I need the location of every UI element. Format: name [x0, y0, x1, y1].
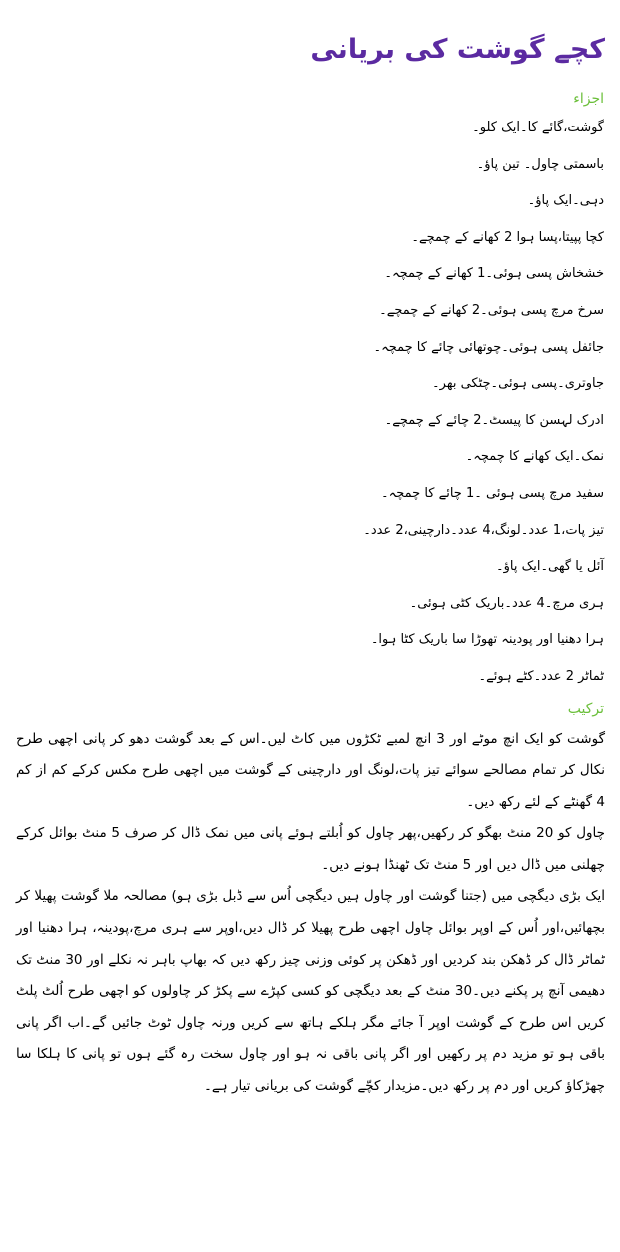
ingredient-item: خشخاش پسی ہوئی۔1 کھانے کے چمچہ۔	[384, 266, 604, 282]
ingredient-item: ٹماٹر 2 عدد۔کٹے ہوئے۔	[478, 668, 604, 684]
method-paragraph: ایک بڑی دیگچی میں (جتنا گوشت اور چاول ہیں دیگچی اُس سے ڈبل بڑی ہو) مصالحہ ملا گوشت پھیلا کر بچھائیں،اور اُس کے اوپر بوائل چاول اچھی طرح پھیلا کر ڈال دیں،اوپر سے ہری مرچ،پودینہ، ہرا دھنیا اور ٹماٹر ڈال کر ڈھکن بند کردیں اور ڈھکن پر کوئی وزنی چیز رکھ دیں کہ بھاپ باہر نہ نکلے اور 30 منٹ تک دھیمی آنچ پر پکنے دیں۔30 منٹ کے بعد دیگچی کو کسی کپڑے سے پکڑ کر چاولوں کو اچھی طرح اُلٹ پلٹ کریں اس طرح کے گوشت اوپر آ جائے مگر ہلکے ہاتھ سے کریں ورنہ چاول ٹوٹ جائیں گے۔اب اگر پانی باقی ہو تو مزید دم پر رکھیں اور اگر پانی باقی نہ ہو اور چاول سخت رہ گئے ہوں تو پانی کا ہلکا سا چھڑکاؤ کریں اور دم پر رکھ دیں۔مزیدار کچّے گوشت کی بریانی تیار ہے۔	[16, 888, 606, 1095]
method-paragraph: چاول کو 20 منٹ بھگو کر رکھیں،پھر چاول کو اُبلتے ہوئے پانی میں نمک ڈال کر صرف 5 منٹ بوائل کرکے چھلنی میں ڈال دیں اور 5 منٹ تک ٹھنڈا ہونے دیں۔	[16, 825, 605, 873]
method-paragraph: گوشت کو ایک انچ موٹے اور 3 انچ لمبے ٹکڑوں میں کاٹ لیں۔اس کے بعد گوشت دھو کر پانی اچھی طرح نکال کر تمام مصالحے سوائے تیز پات،لونگ اور دارچینی کے گوشت میں اچھی طرح مکس کرکے کم از کم 4 گھنٹے کے لئے رکھ دیں۔	[16, 730, 606, 810]
ingredient-item: سرخ مرچ پسی ہوئی۔2 کھانے کے چمچے۔	[379, 302, 604, 318]
ingredients-list	[12, 110, 608, 696]
ingredient-item: ادرک لہسن کا پیسٹ۔2 چائے کے چمچے۔	[384, 412, 604, 428]
ingredient-item: گوشت،گائے کا۔ایک کلو۔	[472, 120, 604, 135]
ingredient-item: سفید مرچ پسی ہوئی ۔1 چائے کا چمچہ۔	[381, 485, 604, 501]
ingredient-item: نمک۔ایک کھانے کا چمچہ۔	[465, 449, 604, 465]
ingredient-item: دہی۔ایک پاؤ۔	[527, 193, 604, 209]
ingredient-item: ہری مرچ۔4 عدد۔باریک کٹی ہوئی۔	[409, 595, 604, 611]
ingredient-item: آئل یا گھی۔ایک پاؤ۔	[495, 559, 604, 575]
ingredient-item: باسمتی چاول۔ تین پاؤ۔	[476, 156, 604, 172]
ingredient-item: ہرا دھنیا اور پودینہ تھوڑا سا باریک کٹا ہوا۔	[370, 632, 604, 648]
ingredient-item: کچا پپیتا،پسا ہوا 2 کھانے کے چمچے۔	[411, 229, 604, 245]
ingredient-item: جائفل پسی ہوئی۔چوتھائی چائے کا چمچہ۔	[373, 339, 604, 355]
method-heading: ترکیب	[567, 700, 604, 717]
method-section	[12, 724, 608, 1103]
recipe-title: کچے گوشت کی بریانی	[310, 34, 605, 65]
ingredients-heading: اجزاء	[573, 91, 604, 107]
ingredient-item: تیز پات،1 عدد۔لونگ،4 عدد۔دارچینی،2 عدد۔	[363, 522, 604, 538]
ingredient-item: جاوتری۔پسی ہوئی۔چٹکی بھر۔	[432, 376, 604, 392]
